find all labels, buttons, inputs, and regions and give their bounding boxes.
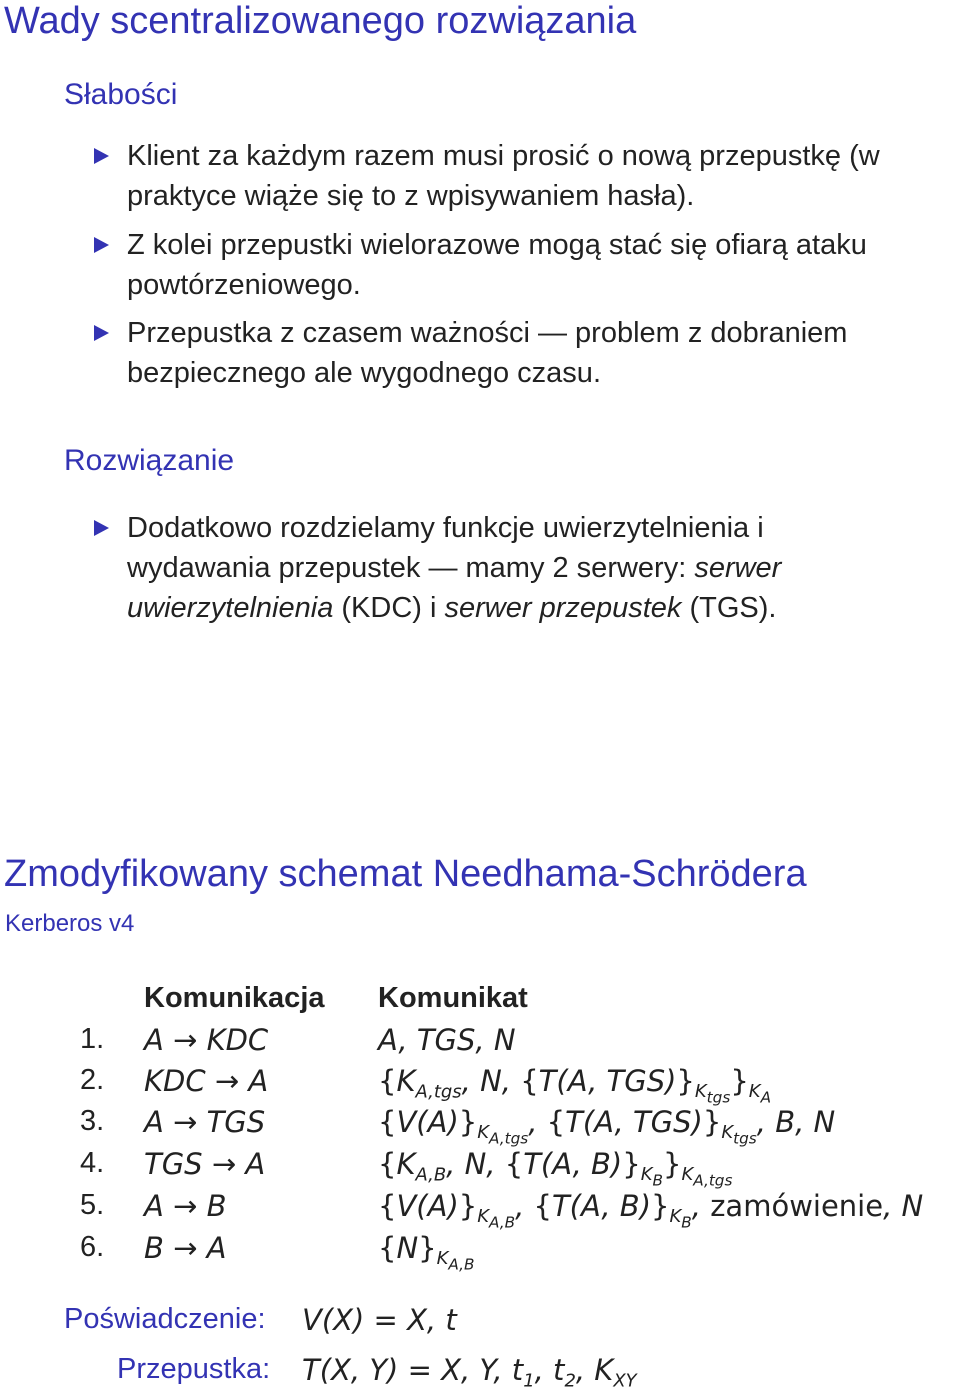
weakness-item-3: Przepustka z czasem ważności — problem z dobraniem bezpiecznego ale wygodnego czasu.	[127, 317, 848, 389]
message-3: $\{V(A)\}_{K_{A,tgs}}$, {T(A, $TGS)\}_{K_{tgs}}$, B, N	[378, 1105, 836, 1148]
row-number: 2.	[80, 1064, 105, 1096]
solution-item: Dodatkowo rozdzielamy funkcje uwierzytelnienia i wydawania przepustek — mamy 2 serwery: serwer uwierzytelnienia (KDC) i serwer przepustek (TGS).	[127, 512, 782, 624]
credential-formula: V(X) = X, t	[302, 1303, 457, 1337]
row-number: 4.	[80, 1147, 105, 1179]
slide-title-1: Wady scentralizowanego rozwiązania	[4, 0, 637, 42]
row-communication: TGS → A	[144, 1147, 266, 1181]
slide-title-2: Zmodyfikowany schemat Needhama-Schrödera	[4, 853, 807, 895]
header-message: Komunikat	[378, 982, 528, 1014]
weakness-item-1: Klient za każdym razem musi prosić o nową przepustkę (w praktyce wiąże się to z wpisywaniem hasła).	[127, 140, 880, 212]
row-number: 6.	[80, 1231, 105, 1263]
ticket-label: Przepustka:	[117, 1353, 271, 1385]
slide-subtitle: Kerberos v4	[5, 910, 135, 937]
message-5: $\{V(A)\}_{K_{A,B}}$, {T(A, $B)\}_{K_B}$, zamówienie, N	[378, 1189, 924, 1232]
credential-label: Poświadczenie:	[64, 1303, 266, 1335]
row-communication: B → A	[144, 1231, 227, 1265]
weakness-item-2: Z kolei przepustki wielorazowe mogą stać się ofiarą ataku powtórzeniowego.	[127, 229, 867, 301]
ticket-formula: T(X, Y) = X, Y, $t_1$, $t_2$, $K_{XY}$	[302, 1353, 637, 1392]
message-4: {$K_{A,B}$, N, {T(A, $B)\}_{K_B}\}_{K_{A,tgs}}$	[378, 1147, 733, 1190]
message-1: A, TGS, N	[378, 1023, 516, 1057]
row-number: 3.	[80, 1105, 105, 1137]
weaknesses-heading: Słabości	[64, 78, 178, 111]
row-communication: KDC → A	[144, 1064, 269, 1098]
message-2: {$K_{A,tgs}$, N, {T(A, $TGS)\}_{K_{tgs}}\}_{K_A}$	[378, 1064, 772, 1107]
bullet-triangle-icon	[94, 520, 109, 536]
row-number: 5.	[80, 1189, 105, 1221]
message-6: $\{N\}_{K_{A,B}}$	[378, 1231, 475, 1274]
row-communication: A → B	[144, 1189, 227, 1223]
solution-heading: Rozwiązanie	[64, 444, 235, 477]
row-number: 1.	[80, 1023, 105, 1055]
bullet-triangle-icon	[94, 325, 109, 341]
row-communication: A → TGS	[144, 1105, 266, 1139]
bullet-triangle-icon	[94, 148, 109, 164]
header-communication: Komunikacja	[144, 982, 325, 1014]
bullet-triangle-icon	[94, 237, 109, 253]
row-communication: A → KDC	[144, 1023, 269, 1057]
